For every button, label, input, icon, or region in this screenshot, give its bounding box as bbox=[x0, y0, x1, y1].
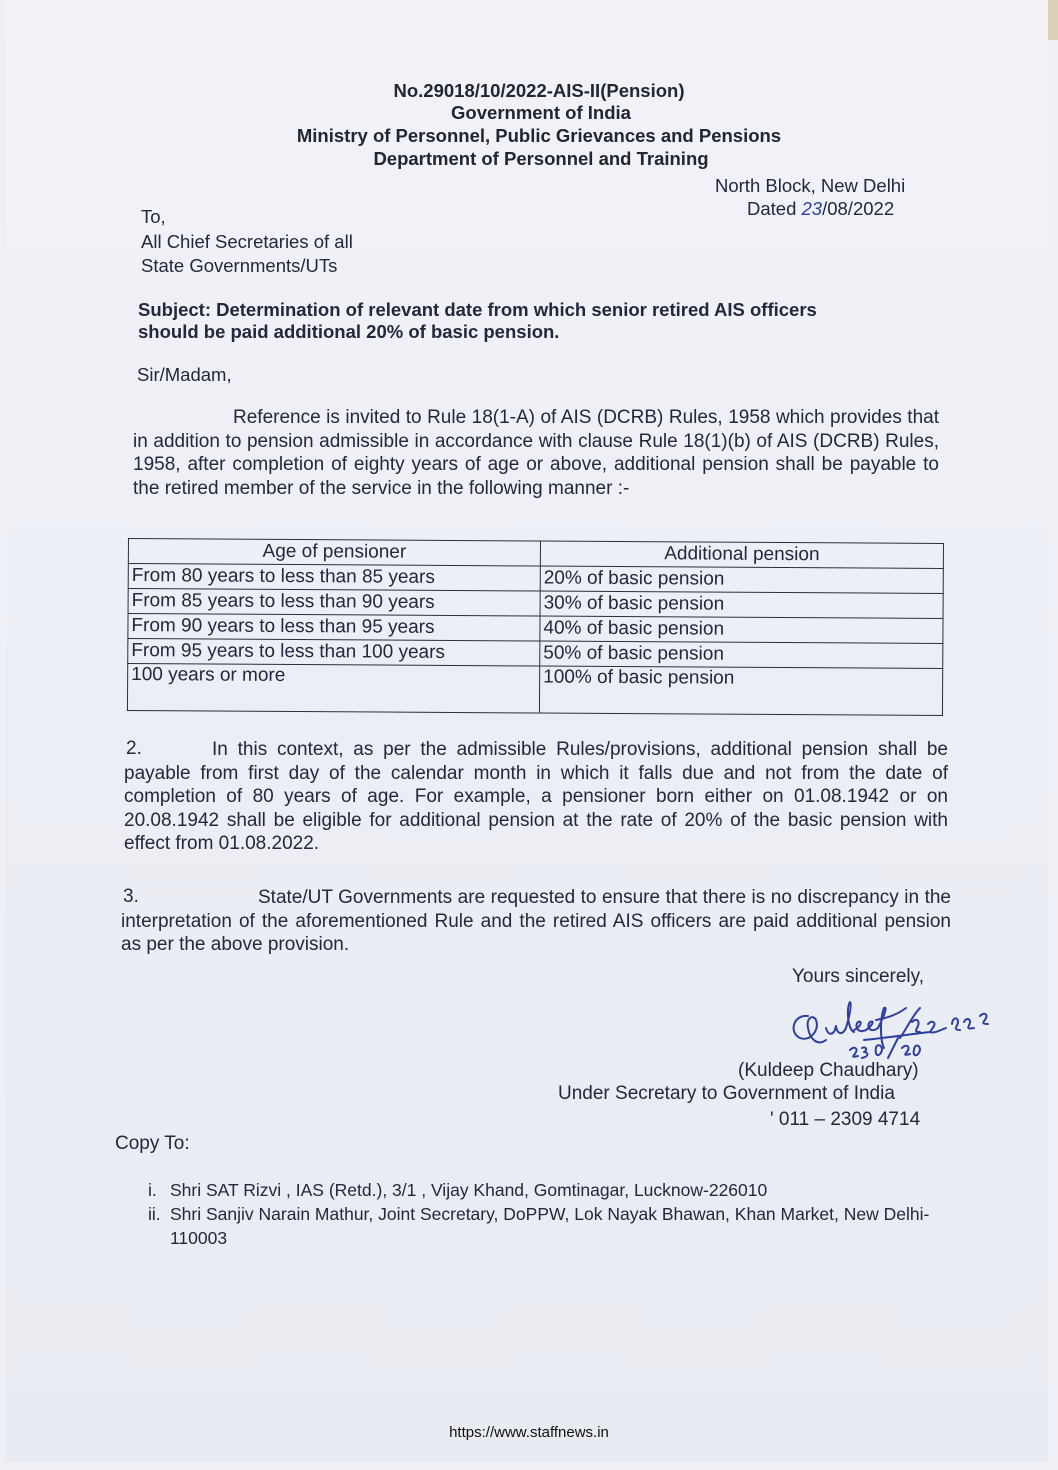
government-name: Government of India bbox=[451, 102, 631, 123]
pension-cell: 30% of basic pension bbox=[540, 591, 943, 618]
place: North Block, New Delhi bbox=[715, 175, 906, 196]
paragraph-3-number: 3. bbox=[123, 886, 139, 907]
yours-sincerely: Yours sincerely, bbox=[792, 966, 925, 987]
age-cell: From 90 years to less than 95 years bbox=[128, 614, 540, 642]
pension-cell: 20% of basic pension bbox=[540, 566, 943, 593]
header-age-of-pensioner: Age of pensioner bbox=[128, 539, 540, 567]
age-cell: From 95 years to less than 100 years bbox=[128, 639, 540, 667]
table-row bbox=[127, 664, 942, 716]
copy-to-label: Copy To: bbox=[115, 1133, 190, 1154]
copy-to-list bbox=[148, 1178, 940, 1250]
pension-cell: 50% of basic pension bbox=[540, 641, 943, 668]
subject-line-2: should be paid additional 20% of basic pension. bbox=[138, 321, 560, 342]
file-number: No.29018/10/2022-AIS-II(Pension) bbox=[393, 80, 685, 101]
pension-table bbox=[127, 538, 944, 716]
dated-day: 23 bbox=[801, 198, 823, 219]
paragraph-3: State/UT Governments are requested to ensure that there is no discrepancy in the interpretation of the aforementioned Rule and the retired AIS officers are paid additional pension as per the above provision. bbox=[121, 887, 951, 955]
to-label: To, bbox=[141, 206, 166, 227]
department-name: Department of Personnel and Training bbox=[373, 148, 709, 169]
paragraph-2-number: 2. bbox=[126, 738, 142, 759]
paragraph-1: Reference is invited to Rule 18(1-A) of AIS (DCRB) Rules, 1958 which provides that in addition to pension admissible in accordance with clause Rule 18(1)(b) of AIS (DCRB) Rules, 1958, after completion of eighty years of age or above, additional pension shall be payable to the retired member of the service in the following manner :- bbox=[133, 407, 939, 499]
salutation: Sir/Madam, bbox=[137, 364, 232, 385]
addressee-line-2: State Governments/UTs bbox=[141, 255, 338, 276]
pension-cell: 40% of basic pension bbox=[540, 616, 943, 643]
age-cell: From 85 years to less than 90 years bbox=[128, 589, 540, 617]
subject-line-1: Subject: Determination of relevant date from which senior retired AIS officers bbox=[138, 299, 817, 320]
paragraph-2: In this context, as per the admissible Rules/provisions, additional pension shall be payable from first day of the calendar month in which it falls due and not from the date of completion of 80 years of age. For example, a pensioner born either on 01.08.1942 or on 20.08.1942 shall be eligible for additional pension at the rate of 20% of the basic pension with effect from 01.08.2022. bbox=[124, 739, 948, 854]
signature-icon bbox=[780, 994, 1010, 1066]
header-additional-pension: Additional pension bbox=[540, 541, 943, 568]
age-cell: From 80 years to less than 85 years bbox=[128, 564, 540, 592]
list-item bbox=[148, 1202, 940, 1250]
list-item-text: Shri SAT Rizvi , IAS (Retd.), 3/1 , Vijay Khand, Gomtinagar, Lucknow-226010 bbox=[170, 1180, 768, 1200]
signatory-name: (Kuldeep Chaudhary) bbox=[738, 1060, 919, 1081]
date-line bbox=[747, 198, 894, 220]
signatory-phone: ' 011 – 2309 4714 bbox=[770, 1109, 921, 1130]
list-item-number: i. bbox=[148, 1180, 157, 1200]
signatory-designation: Under Secretary to Government of India bbox=[558, 1083, 895, 1104]
list-item bbox=[148, 1178, 890, 1202]
pension-cell: 100% of basic pension bbox=[539, 666, 942, 715]
source-url: https://www.staffnews.in bbox=[449, 1424, 609, 1441]
addressee-line-1: All Chief Secretaries of all bbox=[141, 231, 353, 252]
age-cell: 100 years or more bbox=[127, 664, 539, 714]
dated-label: Dated bbox=[747, 198, 797, 219]
ministry-name: Ministry of Personnel, Public Grievances and Pensions bbox=[296, 125, 782, 146]
list-item-number: ii. bbox=[148, 1204, 161, 1224]
list-item-text: Shri Sanjiv Narain Mathur, Joint Secretary, DoPPW, Lok Nayak Bhawan, Khan Market, New Delhi-110003 bbox=[170, 1204, 930, 1248]
dated-rest: /08/2022 bbox=[822, 198, 895, 219]
